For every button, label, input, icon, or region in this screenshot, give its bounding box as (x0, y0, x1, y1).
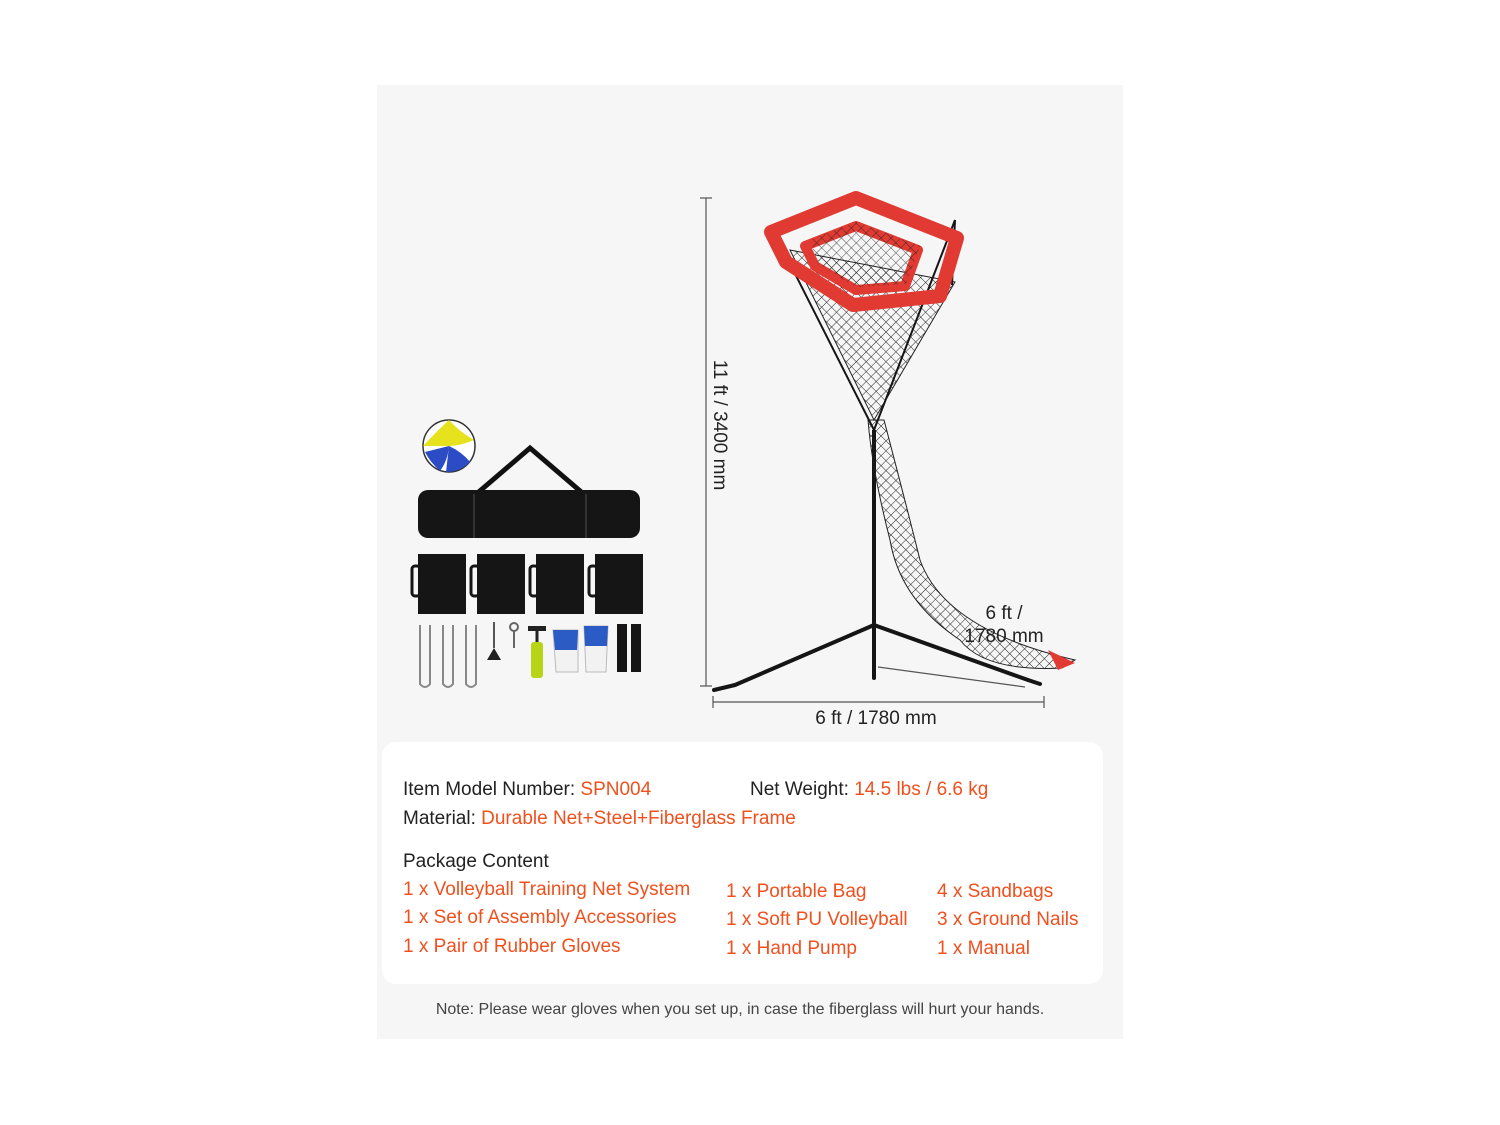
package-item: 3 x Ground Nails (937, 909, 1079, 930)
hand-pump-icon (528, 626, 546, 678)
accessories-illustration (412, 420, 643, 687)
assembly-tools-icon (487, 622, 518, 660)
package-item: 1 x Set of Assembly Accessories (403, 907, 677, 928)
material-label: Material: (403, 808, 482, 829)
depth-dimension-line2: 1780 mm (964, 626, 1044, 647)
model-number-label: Item Model Number: (403, 779, 581, 800)
material-row (403, 808, 796, 830)
package-item: 1 x Portable Bag (726, 881, 867, 902)
depth-dimension-line1: 6 ft / (985, 603, 1023, 624)
model-number-value: SPN004 (580, 779, 652, 800)
depth-dimension-label (964, 602, 1043, 648)
package-item: 1 x Manual (937, 938, 1030, 959)
rubber-gloves-icon (553, 626, 608, 672)
package-content-heading: Package Content (403, 851, 549, 872)
net-weight-row (750, 779, 988, 801)
net-weight-label: Net Weight: (750, 779, 855, 800)
package-item: 1 x Volleyball Training Net System (403, 879, 691, 900)
straps-icon (617, 624, 641, 672)
safety-note: Note: Please wear gloves when you set up, in case the fiberglass will hurt your hands. (435, 1001, 1045, 1018)
width-dimension-label: 6 ft / 1780 mm (815, 708, 937, 729)
ground-nail-icon (420, 625, 476, 687)
package-item: 1 x Pair of Rubber Gloves (403, 936, 621, 957)
model-number-row (403, 779, 651, 801)
height-dimension-label: 11 ft / 3400 mm (709, 359, 730, 491)
volleyball-icon (423, 420, 475, 472)
package-item: 4 x Sandbags (937, 881, 1054, 902)
sandbag-icon (412, 554, 643, 614)
package-item: 1 x Hand Pump (726, 938, 857, 959)
net-weight-value: 14.5 lbs / 6.6 kg (854, 779, 989, 800)
material-value: Durable Net+Steel+Fiberglass Frame (481, 808, 796, 829)
package-item: 1 x Soft PU Volleyball (726, 909, 908, 930)
